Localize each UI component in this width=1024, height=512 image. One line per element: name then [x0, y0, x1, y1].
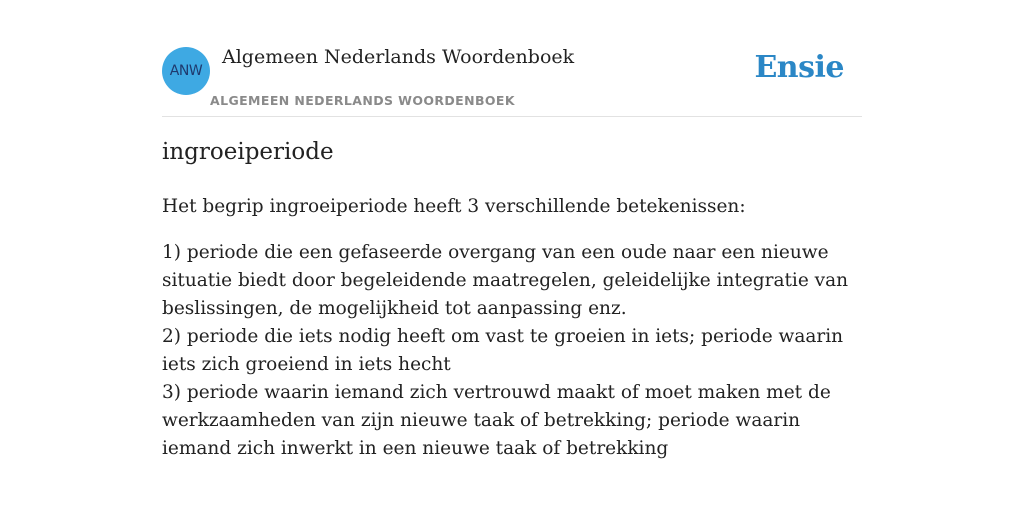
entry-intro: Het begrip ingroeiperiode heeft 3 verschillende betekenissen: — [162, 196, 746, 217]
ensie-brand-link[interactable]: Ensie — [754, 50, 844, 85]
site-title-link[interactable]: Algemeen Nederlands Woordenboek — [222, 46, 575, 68]
meaning-item: 2) periode die iets nodig heeft om vast te groeien in iets; periode waarin iets zich groeiend in iets hecht — [162, 326, 844, 375]
meaning-item: 3) periode waarin iemand zich vertrouwd maakt of moet maken met de werkzaamheden van zijn nieuwe taak of betrekking; periode waarin iemand zich inwerkt in een nieuwe taak of betrekking — [162, 382, 831, 459]
meaning-item: 1) periode die een gefaseerde overgang van een oude naar een nieuwe situatie biedt door begeleidende maatregelen, geleidelijke integratie van beslissingen, de mogelijkheid tot aanpassing enz. — [162, 242, 849, 319]
meanings-list — [162, 239, 872, 463]
site-subtitle: ALGEMEEN NEDERLANDS WOORDENBOEK — [210, 93, 515, 108]
anw-logo[interactable] — [162, 47, 210, 95]
page-header — [162, 46, 862, 117]
logo-text: ANW — [169, 63, 203, 79]
entry-term: ingroeiperiode — [162, 139, 334, 165]
